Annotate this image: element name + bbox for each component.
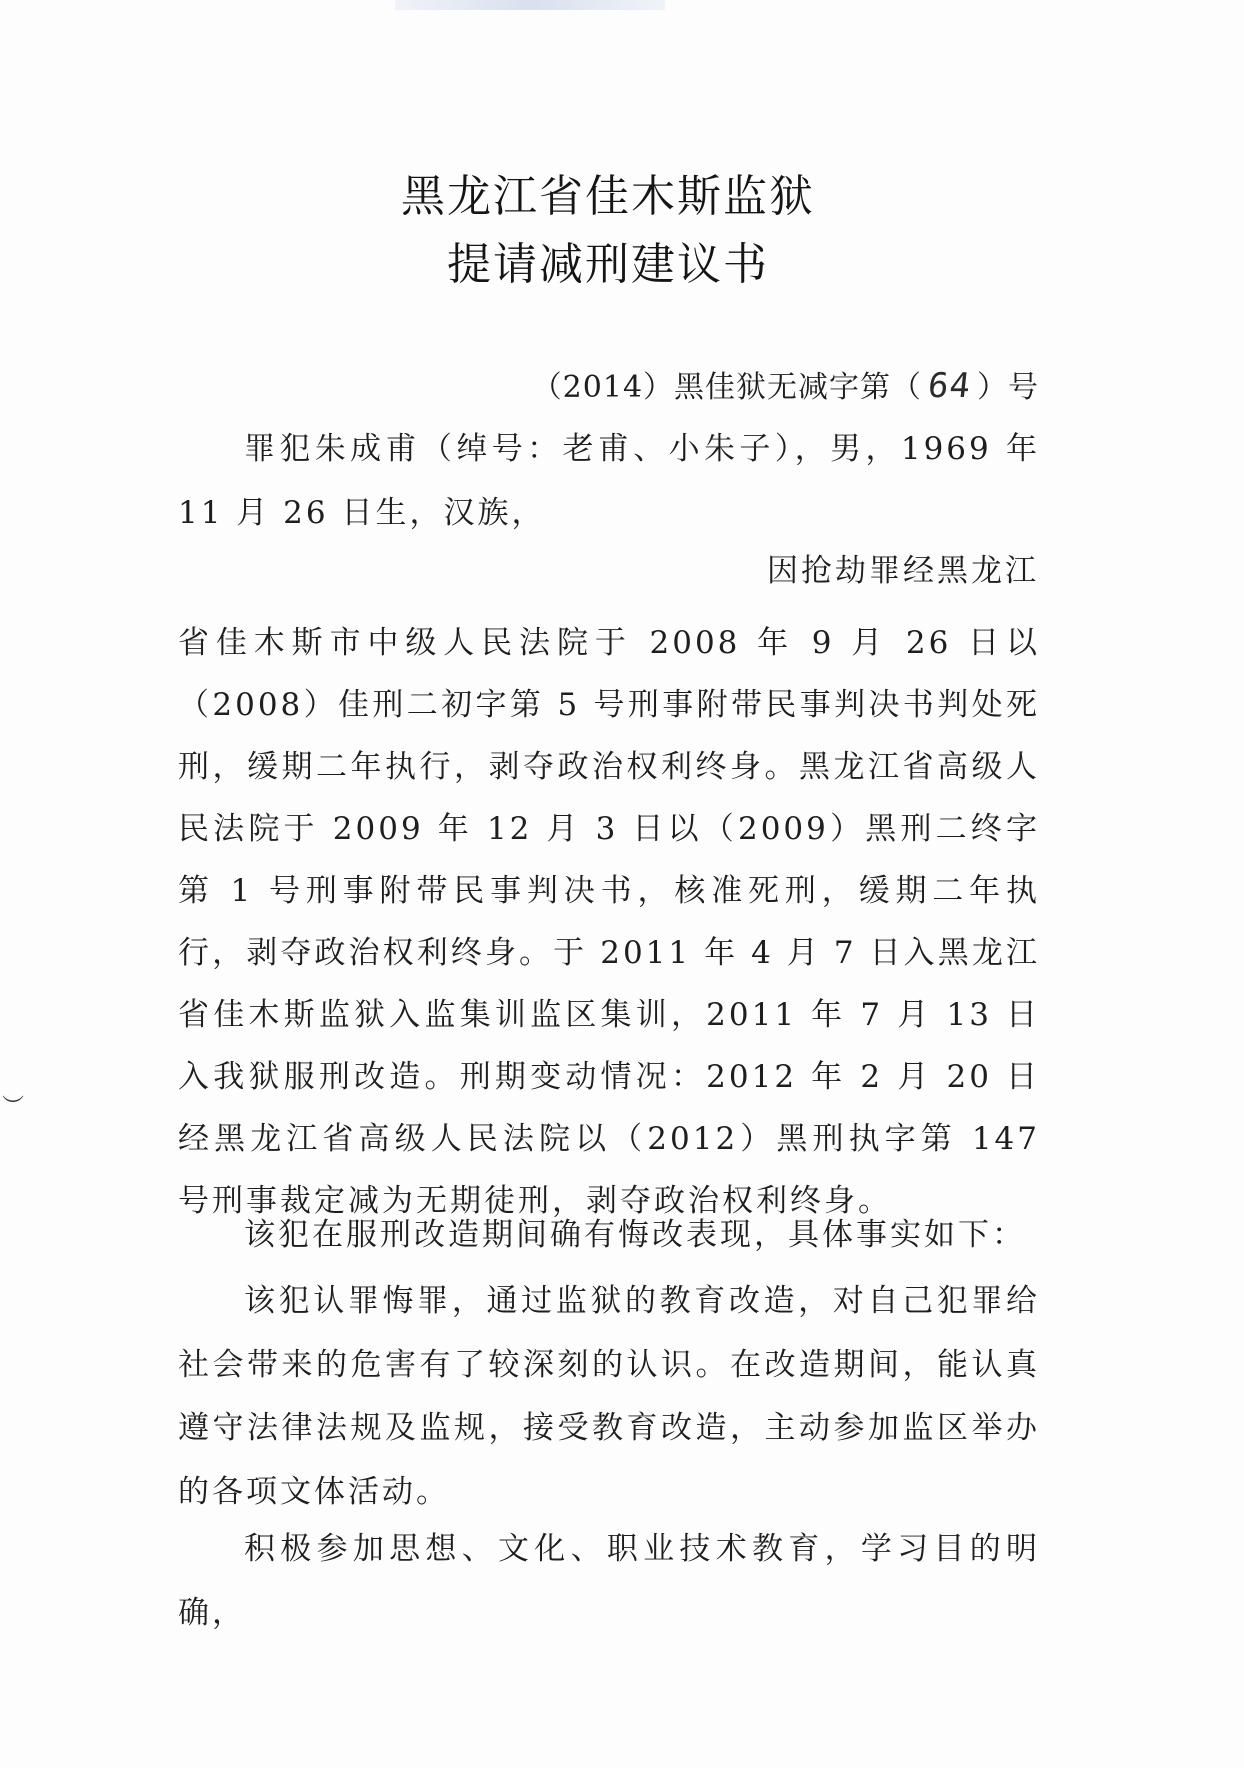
paragraph-behavior: 该犯认罪悔罪，通过监狱的教育改造，对自己犯罪给社会带来的危害有了较深刻的认识。在改造期间，能认真遵守法律法规及监规，接受教育改造，主动参加监区举办的各项文体活动。 [178,1283,1040,1510]
edge-mark: ︶ [2,1095,25,1120]
paragraph-sentence-history: 省佳木斯市中级人民法院于 2008 年 9 月 26 日以（2008）佳刑二初字第 5 号刑事附带民事判决书判处死刑，缓期二年执行，剥夺政治权利终身。黑龙江省高级人民法院于 2009 年 12 月 3 日以（2009）黑刑二终字第 1 号刑事附带民事判决书，核准死刑，缓期二年执行，剥夺政治权利终身。于 2011 年 4 月 7 日入黑龙江省佳木斯监狱入监集训监区集训，2011 年 7 月 13 日入我狱服刑改造。刑期变动情况：2012 年 2 月 20 日经黑龙江省高级人民法院以（2012）黑刑执字第 147 号刑事裁定减为无期徒刑，剥夺政治权利终身。 [178,625,1040,1219]
document-number-suffix: ）号 [977,370,1039,405]
paragraph-education: 积极参加思想、文化、职业技术教育，学习目的明确， [178,1531,1040,1631]
paragraph-repentance-intro: 该犯在服刑改造期间确有悔改表现，具体事实如下： [244,1217,1026,1253]
document-number [532,362,1039,406]
document-title-line1: 黑龙江省佳木斯监狱 [401,171,815,222]
paragraph-crime-start: 因抢劫罪经黑龙江 [767,553,1039,589]
document-number-handwritten: 64 [925,366,974,406]
document-title-line2: 提请减刑建议书 [447,239,769,290]
scan-artifact [395,0,665,10]
paragraph-criminal-info: 罪犯朱成甫（绰号：老甫、小朱子），男，1969 年 11 月 26 日生，汉族， [178,431,1040,531]
document-number-prefix: （2014）黑佳狱无减字第（ [531,370,923,405]
